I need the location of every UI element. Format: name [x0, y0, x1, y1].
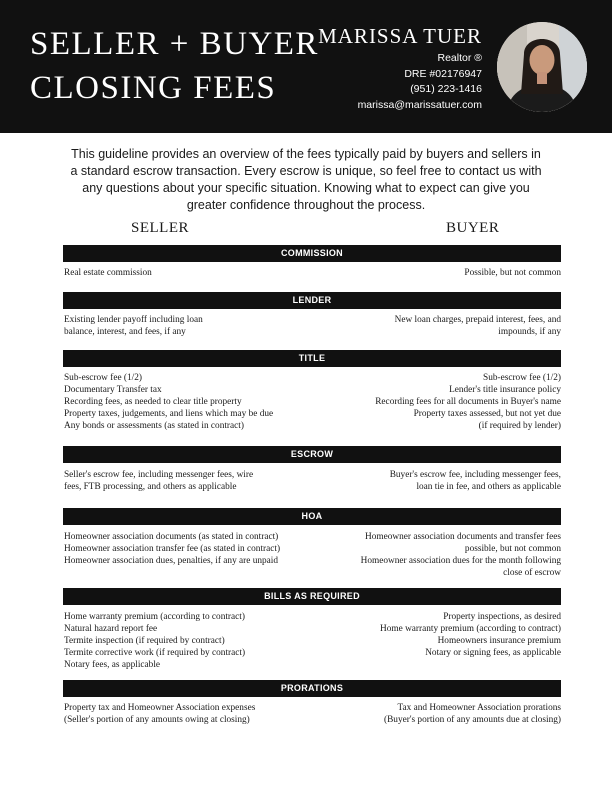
fee-line: Buyer's escrow fee, including messenger fees, — [389, 470, 561, 480]
fee-line: Home warranty premium (according to contract) — [64, 612, 245, 622]
fee-line: Sub-escrow fee (1/2) — [483, 373, 561, 383]
agent-title: Realtor ® — [437, 52, 482, 64]
fee-line: Sub-escrow fee (1/2) — [64, 373, 142, 383]
seller-fees-lender — [64, 315, 319, 339]
agent-photo-avatar — [497, 22, 587, 112]
seller-fees-prorations — [64, 703, 319, 727]
fee-line: New loan charges, prepaid interest, fees, and — [394, 315, 561, 325]
fee-line: Property taxes assessed, but not yet due — [413, 408, 561, 419]
fee-line: Real estate commission — [64, 268, 152, 278]
fee-line: Homeowners insurance premium — [437, 635, 561, 646]
fee-line: (if required by lender) — [478, 420, 561, 431]
intro-paragraph: This guideline provides an overview of the fees typically paid by buyers and sellers in a standard escrow transaction. Every escrow is unique, so feel free to contact us with any questions about your specific situation. Knowing what to expect can give you greater confidence throughout the process. — [70, 147, 542, 212]
agent-name: MARISSA TUER — [318, 24, 482, 48]
agent-phone: (951) 223-1416 — [410, 83, 482, 95]
fee-line: Termite inspection (if required by contract) — [64, 635, 225, 646]
buyer-fees-lender — [306, 315, 561, 339]
section-header-escrow: ESCROW — [63, 446, 561, 463]
fee-line: possible, but not common — [464, 543, 561, 554]
fee-line: Homeowner association documents and transfer fees — [365, 532, 561, 542]
fee-line: loan tie in fee, and others as applicable — [416, 481, 561, 492]
agent-license: DRE #02176947 — [404, 67, 482, 80]
fee-line: Recording fees, as needed to clear title property — [64, 396, 242, 407]
section-header-lender: LENDER — [63, 292, 561, 309]
section-header-hoa: HOA — [63, 508, 561, 525]
agent-portrait-image — [497, 22, 587, 112]
fee-line: Homeowner association documents (as stated in contract) — [64, 532, 279, 542]
fee-line: (Buyer's portion of any amounts due at closing) — [384, 714, 561, 725]
fee-line: Natural hazard report fee — [64, 623, 158, 634]
fee-line: Homeowner association dues, penalties, if any are unpaid — [64, 555, 279, 566]
fee-line: Any bonds or assessments (as stated in contract) — [64, 420, 244, 431]
seller-fees-bills — [64, 612, 319, 672]
seller-fees-escrow — [64, 470, 319, 494]
fee-line: (Seller's portion of any amounts owing at closing) — [64, 714, 250, 725]
seller-fees-hoa — [64, 532, 319, 568]
fee-line: Property taxes, judgements, and liens which may be due — [64, 408, 274, 419]
page-title-line-1: SELLER + BUYER — [30, 26, 319, 62]
buyer-fees-prorations — [306, 703, 561, 727]
fee-line: Termite corrective work (if required by contract) — [64, 647, 246, 658]
fee-line: Possible, but not common — [464, 268, 561, 278]
section-header-prorations: PRORATIONS — [63, 680, 561, 697]
fee-line: Home warranty premium (according to contract) — [380, 623, 561, 634]
buyer-fees-commission — [306, 268, 561, 280]
page-title-line-2: CLOSING FEES — [30, 70, 277, 106]
buyer-fees-title — [306, 373, 561, 433]
fee-line: Tax and Homeowner Association prorations — [397, 703, 561, 713]
header-banner — [0, 0, 612, 133]
agent-contact-block — [318, 26, 482, 113]
buyer-fees-escrow — [306, 470, 561, 494]
fee-line: Documentary Transfer tax — [64, 384, 162, 395]
fee-line: Lender's title insurance policy — [449, 384, 561, 395]
fee-line: Homeowner association transfer fee (as stated in contract) — [64, 543, 281, 554]
buyer-fees-hoa — [306, 532, 561, 580]
fee-line: Seller's escrow fee, including messenger fees, wire — [64, 470, 254, 480]
fee-line: impounds, if any — [498, 326, 561, 337]
fee-line: balance, interest, and fees, if any — [64, 326, 186, 337]
section-header-commission: COMMISSION — [63, 245, 561, 262]
fee-line: Existing lender payoff including loan — [64, 315, 203, 325]
seller-fees-title — [64, 373, 319, 433]
fee-line: fees, FTB processing, and others as applicable — [64, 481, 237, 492]
fee-line: Property tax and Homeowner Association expenses — [64, 703, 256, 713]
fee-line: close of escrow — [503, 567, 561, 578]
fee-line: Notary fees, as applicable — [64, 659, 161, 670]
section-header-bills: BILLS AS REQUIRED — [63, 588, 561, 605]
section-header-title: TITLE — [63, 350, 561, 367]
fee-line: Homeowner association dues for the month following — [360, 555, 561, 566]
fee-line: Notary or signing fees, as applicable — [425, 647, 561, 658]
fee-line: Property inspections, as desired — [443, 612, 561, 622]
seller-fees-commission — [64, 268, 319, 280]
buyer-fees-bills — [306, 612, 561, 660]
agent-email: marissa@marissatuer.com — [357, 98, 482, 111]
buyer-column-heading: BUYER — [446, 220, 500, 236]
seller-column-heading: SELLER — [131, 220, 189, 236]
fee-line: Recording fees for all documents in Buyer's name — [375, 396, 561, 407]
